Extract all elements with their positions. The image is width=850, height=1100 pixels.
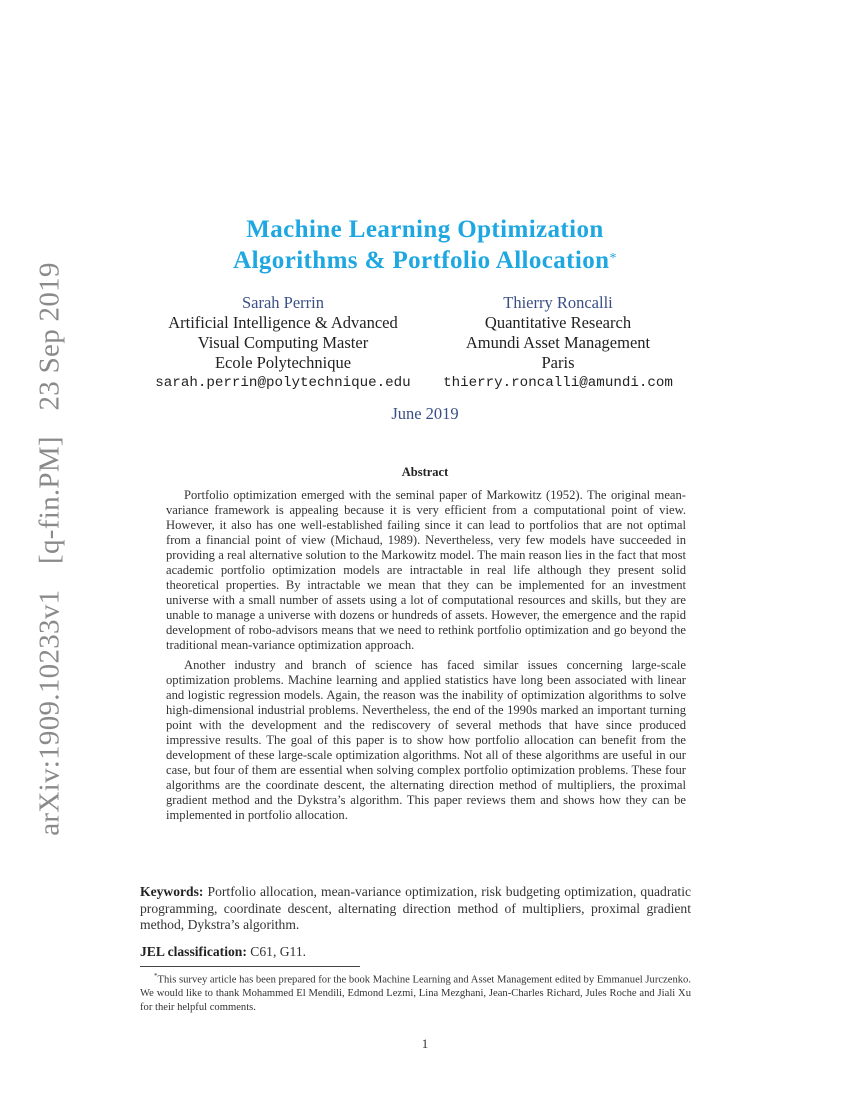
author-affiliation-line: Amundi Asset Management (465, 333, 651, 352)
author-2 (433, 293, 683, 393)
paper-title (0, 214, 850, 276)
arxiv-stamp (34, 244, 67, 836)
page-number: 1 (421, 1036, 429, 1051)
arxiv-date: 23 Sep 2019 (33, 262, 66, 411)
jel-classification (140, 944, 691, 960)
author-affiliation-line: Visual Computing Master (197, 333, 369, 352)
footnote-text: This survey article has been prepared for the book Machine Learning and Asset Management edited by Emmanuel Jurczenko. We would like to thank Mohammed El Mendili, Edmond Lezmi, Lina Mezghani, Jean-Charles Richard, Jules Roche and Jiali Xu for their helpful comments. (140, 974, 691, 1013)
keywords-text: Portfolio allocation, mean-variance optimization, risk budgeting optimization, quadratic programming, coordinate descent, alternating direction method of multipliers, proximal gradient method, Dykstra’s algorithm. (140, 884, 691, 932)
title-line-2 (0, 245, 850, 276)
author-email: thierry.roncalli@amundi.com (443, 375, 673, 391)
author-1 (143, 293, 423, 393)
abstract-heading: Abstract (401, 465, 449, 479)
footnote-mark: * (154, 972, 158, 980)
title-line-1: Machine Learning Optimization (246, 216, 604, 243)
author-affiliation-line: Quantitative Research (484, 313, 632, 332)
author-name: Sarah Perrin (241, 293, 325, 312)
keywords (140, 884, 691, 934)
author-email: sarah.perrin@polytechnique.edu (155, 375, 411, 391)
arxiv-category: [q-fin.PM] (33, 436, 66, 564)
arxiv-id: arXiv:1909.10233v1 (33, 589, 66, 836)
jel-text: C61, G11. (250, 944, 307, 959)
author-affiliation-line: Artificial Intelligence & Advanced (168, 313, 398, 332)
title-line-2-text: Algorithms & Portfolio Allocation (233, 247, 610, 274)
abstract-paragraph: Portfolio optimization emerged with the seminal paper of Markowitz (1952). The original mean-variance framework is appealing because it is very efficient from a computational point of view. However, it also has one well-established failing since it can lead to portfolios that are not optimal from a financial point of view (Michaud, 1989). Nevertheless, very few models have succeeded in providing a real alternative solution to the Markowitz model. The main reason lies in the fact that most academic portfolio optimization models are intractable in real life although they present solid theoretical properties. By intractable we mean that they can be implemented for an investment universe with a small number of assets using a lot of computational resources and skills, but they are unable to manage a universe with dozens or hundreds of assets. However, the emergence and the rapid development of robo-advisors means that we need to rethink portfolio optimization and go beyond the traditional mean-variance optimization approach. (166, 488, 686, 652)
author-name: Thierry Roncalli (503, 293, 613, 312)
publication-date: June 2019 (391, 404, 459, 423)
abstract-body (166, 488, 686, 823)
author-affiliation-line: Paris (541, 353, 575, 372)
footnote (140, 970, 691, 1014)
keywords-label: Keywords: (140, 884, 204, 899)
author-affiliation-line: Ecole Polytechnique (214, 353, 352, 372)
jel-label: JEL classification: (140, 944, 247, 959)
abstract-paragraph: Another industry and branch of science has faced similar issues concerning large-scale optimization problems. Machine learning and applied statistics have long been associated with linear and logistic regression models. Again, the reason was the inability of optimization algorithms to solve high-dimensional industrial problems. Nevertheless, the end of the 1990s marked an important turning point with the development and the rediscovery of several methods that have since produced impressive results. The goal of this paper is to show how portfolio allocation can benefit from the development of these large-scale optimization algorithms. Not all of these algorithms are useful in our case, but four of them are essential when solving complex portfolio optimization problems. These four algorithms are the coordinate descent, the alternating direction method of multipliers, the proximal gradient method and the Dykstra’s algorithm. This paper reviews them and shows how they can be implemented in portfolio allocation. (166, 658, 686, 822)
footnote-divider (140, 966, 360, 967)
title-footnote-mark: * (609, 251, 617, 266)
